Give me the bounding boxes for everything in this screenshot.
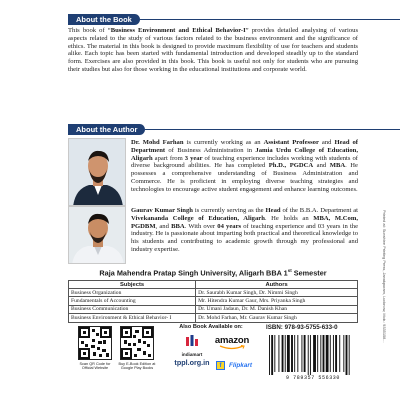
university-title: Raja Mahendra Pratap Singh University, Aligarh BBA 1st Semester: [99, 268, 327, 278]
indiamart-logo-icon: [185, 335, 199, 347]
barcode-digits: 9 789357 556330: [285, 375, 340, 381]
flipkart-logo-icon: f: [216, 361, 225, 370]
author1-bio: Dr. Mohd Farhan is currently working as an Assistant Professor and Head of Department of Business Administration in Jamia Urdu College of Education, Aligarh apart from 3 year of teaching experience includes working with students of diverse background abilities. He has completed Ph.D., PGDCA and MBA. He possesses a comprehensive understanding of Business Administration and Commerce. He is proficient in employing diverse teaching strategies and technologies to encourage active student engagement and enhance learning outcomes.: [131, 139, 359, 193]
ebook-qr-code[interactable]: [120, 326, 154, 360]
subject-cell: Business Environment & Ethical Behavior- I: [69, 314, 196, 322]
available-on-label: Also Book Available on:: [179, 324, 243, 330]
store-tppl[interactable]: tppl.org.in: [174, 358, 210, 367]
subjects-table: [68, 280, 358, 323]
column-header-authors: Authors: [196, 281, 358, 289]
column-header-subjects: Subjects: [69, 281, 196, 289]
table-row: [69, 305, 358, 313]
store-indiamart[interactable]: indiamart: [174, 334, 210, 356]
author1-photo: [68, 138, 126, 206]
authors-cell: Mr. Hitendra Kumar Gaur, Mrs. Priyanka Singh: [196, 297, 358, 305]
book-title: Business Environment and Ethical Behavior-I: [110, 27, 246, 34]
table-row: [69, 297, 358, 305]
subject-cell: Business Communication: [69, 305, 196, 313]
isbn-barcode: [266, 333, 360, 377]
qr1-caption: Scan QR Code for Official Website: [79, 362, 111, 371]
website-qr-code[interactable]: [78, 326, 112, 360]
author2-photo: [68, 206, 126, 264]
table-row: [69, 289, 358, 297]
isbn-label: ISBN: 978-93-5755-633-0: [266, 324, 338, 331]
about-book-heading: About the Book: [68, 14, 140, 25]
about-book-text: This book of “Business Environment and Ethical Behavior-I” provides detailed analysing of various aspects related to the study of various factors related to the business environment and the significance of ethics. The material in this book is designed to provide maximum flexibility of use for teachers and students alike. Each topic has been started with fundamental introduction and developed steadily up to the standard form. Exercises are also provided in this book. This book is useful not only for students who are pursuing their studies but also for those working in the educational institutions and corporate world.: [68, 27, 359, 73]
authors-cell: Dr. Mohd Farhan, Mr. Gaurav Kumar Singh: [196, 314, 358, 322]
barcode-icon: [266, 333, 360, 377]
store-amazon[interactable]: amazon: [212, 335, 252, 353]
about-author-heading: About the Author: [68, 124, 145, 135]
authors-cell: Dr. Umani Jadaun, Dr. M. Danish Khan: [196, 305, 358, 313]
author2-bio: Gaurav Kumar Singh is currently serving as the Head of the B.B.A. Department at Vivekananda College of Education, Aligarh. He holds an MBA, M.Com, PGDBM, and BBA. With over 04 years of teaching experience and 03 years in the industry. He is passionate about imparting both practical and theoretical knowledge to his students and contributing to academic growth through my professional and industry expertise.: [131, 207, 358, 253]
qr2-caption: Buy E-Book Edition at Google Play Books: [118, 362, 156, 371]
store-flipkart[interactable]: f Flipkart: [214, 356, 254, 370]
table-header-row: [69, 281, 358, 289]
subject-cell: Fundamentals of Accounting: [69, 297, 196, 305]
authors-cell: Dr. Saurabh Kumar Singh, Dr. Nimmi Singh: [196, 289, 358, 297]
printer-imprint: Printed at: Sunshine Printing Press, Janakpuram, Lucknow, Mob.: 9335158...: [382, 210, 387, 343]
table-row: [69, 314, 358, 322]
subject-cell: Business Organization: [69, 289, 196, 297]
